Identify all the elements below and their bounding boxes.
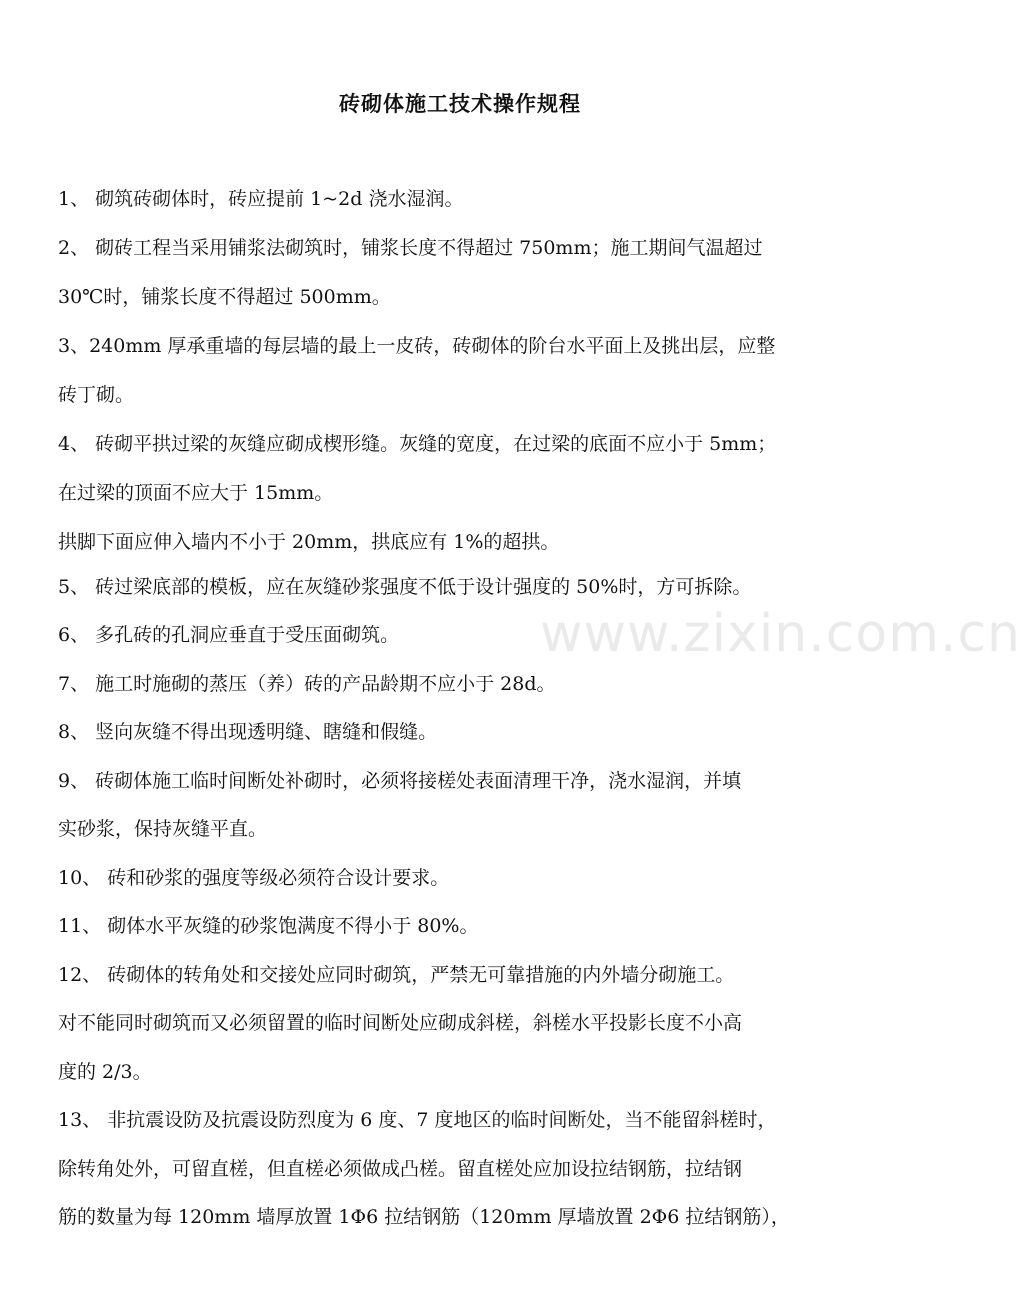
- body-line-20: 13、 非抗震设防及抗震设防烈度为 6 度、7 度地区的临时间断处，当不能留斜槎时，: [58, 1109, 777, 1131]
- body-line-21: 除转角处外，可留直槎，但直槎必须做成凸槎。留直槎处应加设拉结钢筋，拉结钢: [58, 1158, 743, 1180]
- body-line-15: 10、 砖和砂浆的强度等级必须符合设计要求。: [58, 867, 450, 889]
- body-line-4: 3、240mm 厚承重墙的每层墙的最上一皮砖，砖砌体的阶台水平面上及挑出层，应整: [58, 335, 776, 357]
- body-line-2: 2、 砌砖工程当采用铺浆法砌筑时，铺浆长度不得超过 750mm；施工期间气温超过: [58, 237, 763, 259]
- body-line-14: 实砂浆，保持灰缝平直。: [58, 818, 268, 840]
- body-line-8: 拱脚下面应伸入墙内不小于 20mm，拱底应有 1%的超拱。: [58, 531, 560, 553]
- body-line-9: 5、 砖过梁底部的模板，应在灰缝砂浆强度不低于设计强度的 50%时，方可拆除。: [58, 576, 752, 598]
- body-line-3: 30℃时，铺浆长度不得超过 500mm。: [58, 286, 391, 308]
- document-title: 砖砌体施工技术操作规程: [339, 91, 581, 116]
- body-line-19: 度的 2/3。: [58, 1061, 152, 1083]
- body-line-10: 6、 多孔砖的孔洞应垂直于受压面砌筑。: [58, 624, 400, 646]
- body-line-5: 砖丁砌。: [58, 384, 135, 406]
- body-line-11: 7、 施工时施砌的蒸压（养）砖的产品龄期不应小于 28d。: [58, 673, 556, 695]
- body-line-6: 4、 砖砌平拱过梁的灰缝应砌成楔形缝。灰缝的宽度，在过梁的底面不应小于 5mm；: [58, 433, 777, 455]
- body-line-16: 11、 砌体水平灰缝的砂浆饱满度不得小于 80%。: [58, 915, 479, 937]
- body-line-12: 8、 竖向灰缝不得出现透明缝、瞎缝和假缝。: [58, 721, 438, 743]
- body-line-22: 筋的数量为每 120mm 墙厚放置 1Φ6 拉结钢筋（120mm 厚墙放置 2Φ6 拉结钢筋），: [58, 1206, 790, 1228]
- body-line-13: 9、 砖砌体施工临时间断处补砌时，必须将接槎处表面清理干净，浇水湿润，并填: [58, 770, 742, 792]
- body-line-1: 1、 砌筑砖砌体时，砖应提前 1~2d 浇水湿润。: [58, 188, 464, 210]
- body-line-7: 在过梁的顶面不应大于 15mm。: [58, 482, 334, 504]
- body-line-18: 对不能同时砌筑而又必须留置的临时间断处应砌成斜槎，斜槎水平投影长度不小高: [58, 1012, 743, 1034]
- body-line-17: 12、 砖砌体的转角处和交接处应同时砌筑，严禁无可靠措施的内外墙分砌施工。: [58, 964, 735, 986]
- site-watermark: www.zixin.com.cn: [540, 604, 1021, 664]
